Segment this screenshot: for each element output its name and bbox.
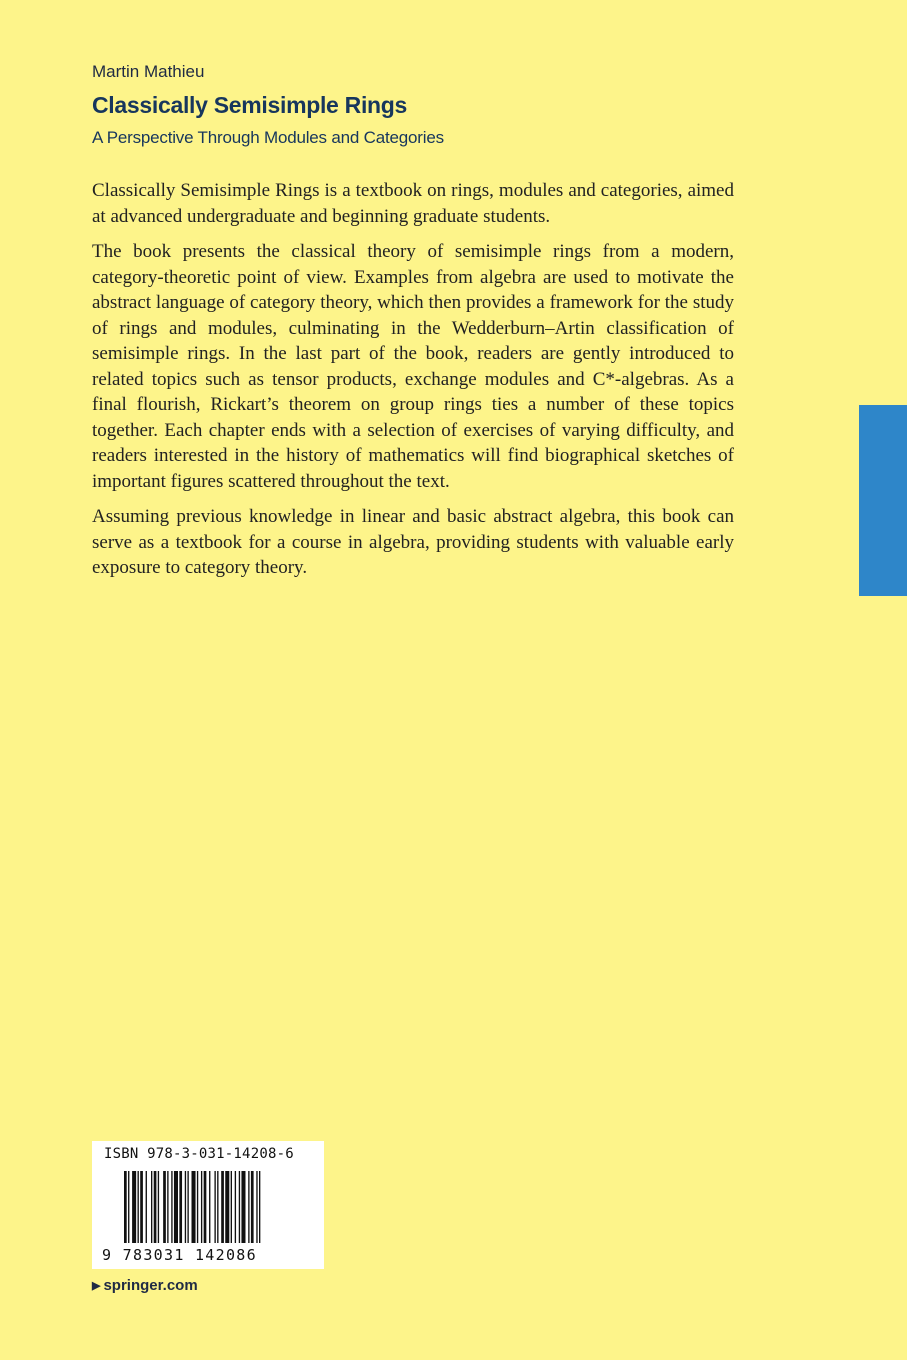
blurb-paragraph-2: The book presents the classical theory of semisimple rings from a modern, category-theoretic point of view. Examples from algebra are used to motivate the abstract language of category theory, which then provides a framework for the study of rings and modules, culminating in the Wedderburn–Artin classification of semisimple rings. In the last part of the book, readers are gently introduced to related topics such as tensor products, exchange modules and C*-algebras. As a final flourish, Rickart’s theorem on group rings ties a number of these topics together. Each chapter ends with a selection of exercises of varying difficulty, and readers interested in the history of mathematics will find biographical sketches of important figures scattered throughout the text. <box>92 241 734 492</box>
blurb <box>92 178 734 591</box>
isbn-label: ISBN 978-3-031-14208-6 <box>104 1146 294 1162</box>
color-tab <box>859 405 907 596</box>
book-subtitle: A Perspective Through Modules and Categories <box>92 128 444 147</box>
publisher-link <box>92 1277 198 1294</box>
blurb-paragraph-1: Classically Semisimple Rings is a textbook on rings, modules and categories, aimed at advanced undergraduate and beginning graduate students. <box>92 180 734 227</box>
author-name: Martin Mathieu <box>92 62 205 81</box>
book-title: Classically Semisimple Rings <box>92 92 408 118</box>
triangle-right-icon: ▶ <box>92 1280 101 1292</box>
blurb-paragraph-3: Assuming previous knowledge in linear and basic abstract algebra, this book can serve as a textbook for a course in algebra, providing students with valuable early exposure to category theory. <box>92 506 734 578</box>
isbn-barcode <box>92 1141 324 1269</box>
publisher-website: springer.com <box>103 1277 198 1294</box>
barcode-digits: 9 783031 142086 <box>102 1246 257 1264</box>
